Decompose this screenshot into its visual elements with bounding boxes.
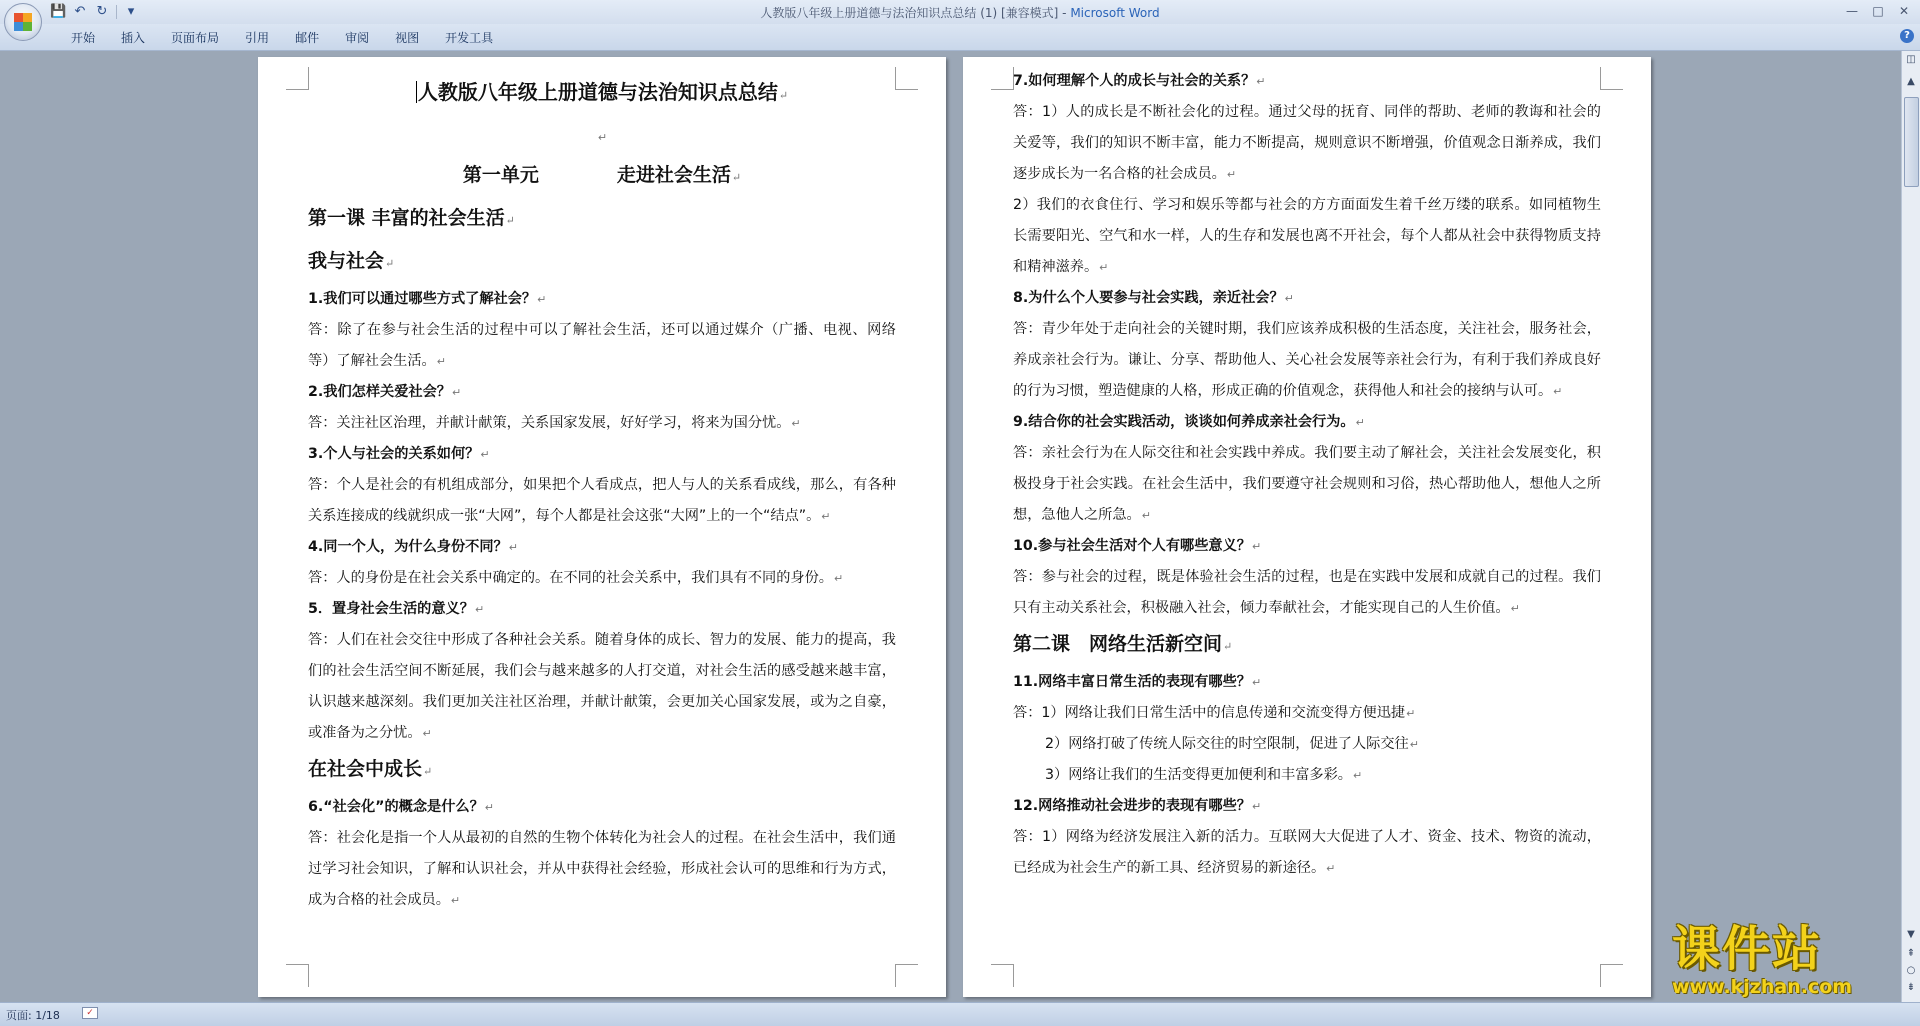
question: [308, 594, 896, 625]
answer-text: 2）我们的衣食住行、学习和娱乐等都与社会的方方面面发生着千丝万缕的联系。如同植物生长需要阳光、空气和水一样，人的生存和发展也离不开社会，每个人都从社会中获得物质支持和精神滋养。: [1013, 197, 1601, 275]
scrollbar-thumb[interactable]: [1904, 97, 1919, 187]
tab-view[interactable]: 视图: [395, 31, 420, 45]
paragraph-mark: ↵: [423, 765, 433, 778]
question-text: 11.网络丰富日常生活的表现有哪些？: [1013, 674, 1251, 690]
tab-references[interactable]: 引用: [245, 31, 270, 45]
answer: [308, 823, 896, 916]
ribbon-tabs: [58, 28, 506, 48]
office-button[interactable]: [4, 3, 42, 41]
margin-corner-mark: [1600, 67, 1623, 90]
blank-paragraph: [308, 119, 896, 155]
answer-text: 答：社会化是指一个人从最初的自然的生物个体转化为社会人的过程。在社会生活中，我们通过学习社会知识，了解和认识社会，并从中获得社会经验，形成社会认可的思维和行为方式，成为合格的社会成员。: [308, 830, 896, 908]
next-page-icon[interactable]: ⇟: [1906, 982, 1916, 993]
vertical-scrollbar[interactable]: [1901, 51, 1920, 1002]
tab-page-layout[interactable]: 页面布局: [171, 31, 220, 45]
paragraph-mark: ↵: [1553, 385, 1563, 398]
paragraph-mark: ↵: [484, 801, 495, 814]
answer: [1013, 314, 1601, 407]
answer: [308, 563, 896, 594]
paragraph-mark: ↵: [821, 510, 831, 523]
paragraph-mark: ↵: [480, 448, 490, 461]
tab-insert[interactable]: 插入: [121, 31, 146, 45]
status-bar: [0, 1002, 1920, 1026]
answer-text: 答：人的身份是在社会关系中确定的。在不同的社会关系中，我们具有不同的身份。: [308, 570, 833, 586]
answer: [308, 315, 896, 377]
question-text: 12.网络推动社会进步的表现有哪些？: [1013, 798, 1251, 814]
paragraph-mark: ↵: [1409, 738, 1419, 751]
answer: [308, 408, 896, 439]
watermark-url: www.kjzhan.com: [1672, 976, 1853, 998]
paragraph-mark: ↵: [1251, 800, 1262, 813]
ribbon: [0, 24, 1920, 51]
document-page-1[interactable]: [258, 57, 946, 997]
answer: [1013, 822, 1601, 884]
answer-text: 答：除了在参与社会生活的过程中可以了解社会生活，还可以通过媒介（广播、电视、网络等）了解社会生活。: [308, 322, 896, 369]
unit-title: 走进社会生活: [616, 164, 731, 186]
question: [1013, 283, 1601, 314]
save-icon[interactable]: 💾: [50, 4, 67, 19]
question: [308, 792, 896, 823]
question-text: 7.如何理解个人的成长与社会的关系？: [1013, 73, 1256, 89]
title-bar: [0, 0, 1920, 24]
text-cursor: [416, 81, 417, 103]
tab-review[interactable]: 审阅: [345, 31, 370, 45]
office-logo-icon: [14, 13, 32, 31]
question-text: 3.个人与社会的关系如何？: [308, 446, 480, 462]
margin-corner-mark: [895, 67, 918, 90]
question-text: 10.参与社会生活对个人有哪些意义？: [1013, 538, 1251, 554]
paragraph-mark: ↵: [1256, 75, 1266, 88]
margin-corner-mark: [895, 964, 918, 987]
page-count[interactable]: 页面: 1/18: [6, 1009, 60, 1022]
help-icon[interactable]: ?: [1900, 29, 1914, 43]
watermark-text: 课件站: [1672, 921, 1823, 977]
margin-corner-mark: [286, 964, 309, 987]
lesson-title: 第二课 网络生活新空间: [1013, 633, 1223, 655]
window-controls: [1840, 2, 1916, 20]
answer: [1013, 562, 1601, 624]
question: [1013, 66, 1601, 97]
paragraph-mark: ↵: [474, 603, 485, 616]
answer-text: 答：1）网络为经济发展注入新的活力。互联网大大促进了人才、资金、技术、物资的流动，已经成为社会生产的新工具、经济贸易的新途径。: [1013, 829, 1601, 876]
question: [1013, 407, 1601, 438]
window-title: [0, 4, 1920, 21]
paragraph-mark: ↵: [1251, 540, 1262, 553]
undo-icon[interactable]: ↶: [74, 4, 86, 19]
site-watermark: [1672, 922, 1902, 1000]
question-text: 5．置身社会生活的意义？: [308, 601, 474, 617]
tab-home[interactable]: 开始: [71, 31, 96, 45]
answer-text: 答：亲社会行为在人际交往和社会实践中养成。我们要主动了解社会，关注社会发展变化，积极投身于社会实践。在社会生活中，我们要遵守社会规则和习俗，热心帮助他人，想他人之所想，急他人之所急。: [1013, 445, 1601, 523]
answer-text: 答：1）人的成长是不断社会化的过程。通过父母的抚育、同伴的帮助、老师的教诲和社会的关爱等，我们的知识不断丰富，能力不断提高，规则意识不断增强，价值观念日渐养成，我们逐步成长为一名合格的社会成员。: [1013, 104, 1601, 182]
tab-mailings[interactable]: 邮件: [295, 31, 320, 45]
answer-text: 答：人们在社会交往中形成了各种社会关系。随着身体的成长、智力的发展、能力的提高，我们的社会生活空间不断延展，我们会与越来越多的人打交道，对社会生活的感受越来越丰富，认识越来越深刻。我们更加关注社区治理，并献计献策，会更加关心国家发展，或为之自豪，或准备为之分忧。: [308, 632, 896, 741]
document-page-2[interactable]: [963, 57, 1651, 997]
paragraph-mark: ↵: [508, 541, 518, 554]
margin-corner-mark: [991, 964, 1014, 987]
paragraph-mark: ↵: [1223, 640, 1233, 653]
scroll-down-icon[interactable]: ▼: [1907, 929, 1915, 940]
answer: [1013, 698, 1601, 729]
answer: [1013, 190, 1601, 283]
question: [308, 439, 896, 470]
question: [308, 532, 896, 563]
paragraph-mark: ↵: [1326, 862, 1336, 875]
question-text: 8.为什么个人要参与社会实践，亲近社会？: [1013, 290, 1284, 306]
paragraph-mark: ↵: [1406, 707, 1416, 720]
page-1-content: [308, 75, 896, 916]
answer-text: 3）网络让我们的生活变得更加便利和丰富多彩。: [1045, 767, 1352, 783]
question: [308, 284, 896, 315]
minimize-button[interactable]: —: [1846, 4, 1858, 18]
view-ruler-icon[interactable]: ◫: [1906, 54, 1916, 65]
proofing-status-icon[interactable]: ✓: [82, 1007, 98, 1019]
select-browse-object-icon[interactable]: ○: [1906, 965, 1916, 976]
question-text: 1.我们可以通过哪些方式了解社会？: [308, 291, 537, 307]
paragraph-mark: ↵: [1284, 292, 1294, 305]
answer: [1013, 760, 1601, 791]
section-title: 在社会中成长: [308, 758, 423, 780]
paragraph-mark: ↵: [1251, 676, 1262, 689]
document-title-heading: [308, 75, 896, 113]
redo-icon[interactable]: ↻: [96, 4, 108, 19]
paragraph-mark: ↵: [833, 572, 844, 585]
lesson-heading: [308, 198, 896, 241]
paragraph-mark: ↵: [450, 894, 461, 907]
previous-page-icon[interactable]: ⇞: [1906, 948, 1916, 959]
question: [1013, 667, 1601, 698]
answer: [308, 625, 896, 749]
paragraph-mark: ↵: [537, 293, 547, 306]
answer: [1013, 729, 1601, 760]
question-text: 9.结合你的社会实践活动，谈谈如何养成亲社会行为。: [1013, 414, 1355, 430]
section-heading: [308, 241, 896, 284]
answer: [1013, 97, 1601, 190]
answer-text: 答：关注社区治理，并献计献策，关系国家发展，好好学习，将来为国分忧。: [308, 415, 791, 431]
maximize-button[interactable]: □: [1872, 4, 1884, 18]
paragraph-mark: ↵: [422, 727, 432, 740]
paragraph-mark: ↵: [597, 131, 608, 144]
page-2-content: [1013, 66, 1601, 884]
answer-text: 答：1）网络让我们日常生活中的信息传递和交流变得方便迅捷: [1013, 705, 1406, 721]
answer-text: 答：青少年处于走向社会的关键时期，我们应该养成积极的生活态度，关注社会，服务社会，养成亲社会行为。谦让、分享、帮助他人、关心社会发展等亲社会行为，有利于我们养成良好的行为习惯，塑造健康的人格，形成正确的价值观念，获得他人和社会的接纳与认可。: [1013, 321, 1601, 399]
close-button[interactable]: ✕: [1898, 4, 1910, 18]
question-text: 6.“社会化”的概念是什么？: [308, 799, 484, 815]
paragraph-mark: ↵: [1510, 602, 1520, 615]
paragraph-mark: ↵: [505, 214, 515, 227]
app-name: Microsoft Word: [1070, 6, 1160, 20]
paragraph-mark: ↵: [1352, 769, 1363, 782]
unit-heading: [308, 155, 896, 198]
document-workspace: [0, 51, 1902, 1002]
question-text: 2.我们怎样关爱社会？: [308, 384, 451, 400]
answer-text: 答：个人是社会的有机组成部分，如果把个人看成点，把人与人的关系看成线，那么，有各种关系连接成的线就织成一张“大网”，每个人都是社会这张“大网”上的一个“结点”。: [308, 477, 896, 524]
margin-corner-mark: [286, 67, 309, 90]
paragraph-mark: ↵: [436, 355, 446, 368]
paragraph-mark: ↵: [791, 417, 801, 430]
question: [1013, 791, 1601, 822]
document-title: 人教版八年级上册道德与法治知识点总结 (1) [兼容模式] -: [760, 6, 1071, 20]
lesson-heading: [1013, 624, 1601, 667]
tab-developer[interactable]: 开发工具: [445, 31, 494, 45]
paragraph-mark: ↵: [1226, 168, 1237, 181]
section-heading: [308, 749, 896, 792]
margin-corner-mark: [1600, 964, 1623, 987]
title-text: 人教版八年级上册道德与法治知识点总结: [417, 80, 778, 104]
paragraph-mark: ↵: [451, 386, 462, 399]
answer: [1013, 438, 1601, 531]
unit-number: 第一单元: [462, 164, 539, 186]
paragraph-mark: ↵: [1355, 416, 1365, 429]
paragraph-mark: ↵: [731, 171, 742, 184]
scroll-up-icon[interactable]: ▲: [1907, 76, 1915, 87]
answer-text: 2）网络打破了传统人际交往的时空限制，促进了人际交往: [1045, 736, 1409, 752]
paragraph-mark: ↵: [1099, 261, 1109, 274]
lesson-title: 第一课 丰富的社会生活: [308, 207, 505, 229]
customize-qat-icon[interactable]: ▾: [127, 4, 135, 19]
answer: [308, 470, 896, 532]
question: [1013, 531, 1601, 562]
section-title: 我与社会: [308, 250, 385, 272]
paragraph-mark: ↵: [1141, 509, 1151, 522]
question: [308, 377, 896, 408]
answer-text: 答：参与社会的过程，既是体验社会生活的过程，也是在实践中发展和成就自己的过程。我们只有主动关系社会，积极融入社会，倾力奉献社会，才能实现自己的人生价值。: [1013, 569, 1601, 616]
margin-corner-mark: [991, 67, 1014, 90]
paragraph-mark: ↵: [385, 257, 395, 270]
question-text: 4.同一个人，为什么身份不同？: [308, 539, 508, 555]
paragraph-mark: ↵: [778, 89, 789, 102]
